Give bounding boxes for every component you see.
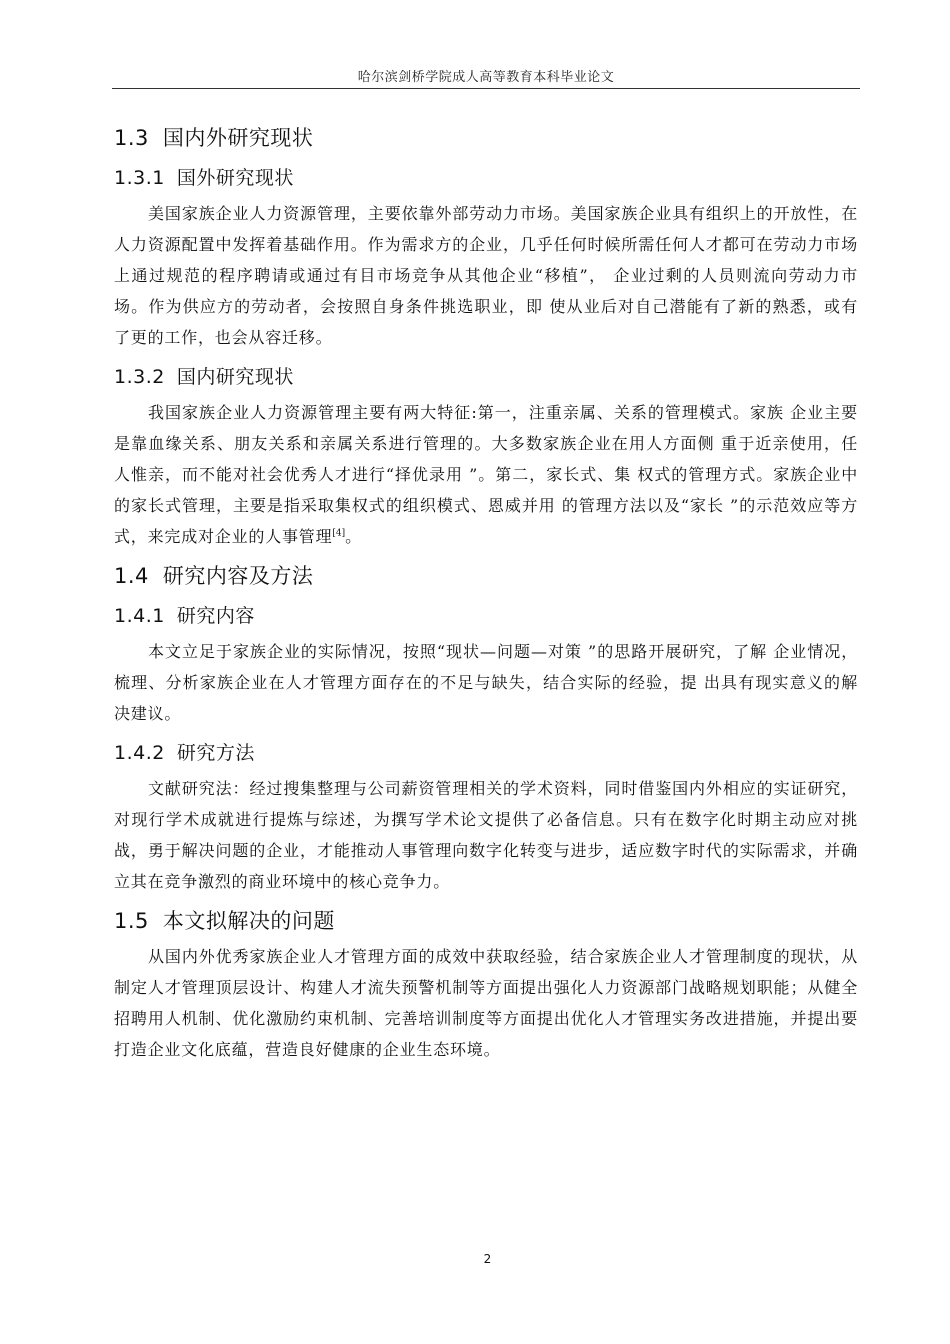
running-header: 哈尔滨剑桥学院成人高等教育本科毕业论文	[357, 70, 615, 85]
subsection-title: 国外研究现状	[176, 167, 294, 189]
page-body	[114, 118, 858, 1069]
section-number: 1.5	[114, 909, 149, 933]
paragraph-research-content: 本文立足于家族企业的实际情况，按照“现状—问题—对策 ”的思路开展研究，了解 企业情况，梳理、分析家族企业在人才管理方面存在的不足与缺失，结合实际的经验，提 出具有现实意义的解决建议。	[114, 642, 858, 723]
section-number: 1.3	[114, 126, 149, 150]
paragraph-foreign-research: 美国家族企业人力资源管理，主要依靠外部劳动力市场。美国家族企业具有组织上的开放性，在人力资源配置中发挥着基础作用。作为需求方的企业，几乎任何时候所需任何人才都可在劳动力市场上通过规范的程序聘请或通过有目市场竞争从其他企业“移植”， 企业过剩的人员则流向劳动力市场。作为供应方的劳动者，会按照自身条件挑选职业，即 使从业后对自己潜能有了新的熟悉，或有了更的工作，也会从容迁移。	[114, 204, 858, 347]
subsection-heading-1-3-2	[114, 357, 858, 397]
section-heading-1-5	[114, 901, 858, 941]
citation-marker[interactable]: [4]	[332, 528, 346, 539]
paragraph-text: 我国家族企业人力资源管理主要有两大特征:第一，注重亲属、关系的管理模式。家族 企业主要是靠血缘关系、朋友关系和亲属关系进行管理的。大多数家族企业在用人方面侧 重于近亲使用，任人惟亲，而不能对社会优秀人才进行“择优录用 ”。第二，家长式、集 权式的管理方式。家族企业中的家长式管理，主要是指采取集权式的组织模式、恩威并用 的管理方法以及“家长 ”的示范效应等方式，来完成对企业的人事管理	[114, 403, 858, 546]
subsection-number: 1.4.1	[114, 605, 165, 627]
page-number: 2	[483, 1252, 492, 1266]
subsection-heading-1-4-1	[114, 596, 858, 636]
section-title: 研究内容及方法	[162, 564, 314, 588]
section-title: 本文拟解决的问题	[162, 909, 335, 933]
section-heading-1-3	[114, 118, 858, 158]
subsection-number: 1.4.2	[114, 742, 165, 764]
subsection-number: 1.3.2	[114, 366, 165, 388]
section-title: 国内外研究现状	[162, 126, 314, 150]
subsection-title: 研究内容	[176, 605, 255, 627]
section-heading-1-4	[114, 556, 858, 596]
subsection-heading-1-3-1	[114, 158, 858, 198]
subsection-number: 1.3.1	[114, 167, 165, 189]
paragraph-ending: 。	[345, 527, 362, 546]
subsection-heading-1-4-2	[114, 733, 858, 773]
paragraph-domestic-research	[114, 397, 858, 552]
subsection-title: 研究方法	[176, 742, 255, 764]
subsection-title: 国内研究现状	[176, 366, 294, 388]
paragraph-problems-to-solve: 从国内外优秀家族企业人才管理方面的成效中获取经验，结合家族企业人才管理制度的现状，从制定人才管理顶层设计、构建人才流失预警机制等方面提出强化人力资源部门战略规划职能；从健全招聘用人机制、优化激励约束机制、完善培训制度等方面提出优化人才管理实务改进措施，并提出要打造企业文化底蕴，营造良好健康的企业生态环境。	[114, 947, 858, 1059]
header-divider	[112, 88, 860, 89]
section-number: 1.4	[114, 564, 149, 588]
paragraph-research-method: 文献研究法：经过搜集整理与公司薪资管理相关的学术资料，同时借鉴国内外相应的实证研究，对现行学术成就进行提炼与综述，为撰写学术论文提供了必备信息。只有在数字化时期主动应对挑战，勇于解决问题的企业，才能推动人事管理向数字化转变与进步，适应数字时代的实际需求，并确立其在竞争激烈的商业环境中的核心竞争力。	[114, 779, 858, 891]
